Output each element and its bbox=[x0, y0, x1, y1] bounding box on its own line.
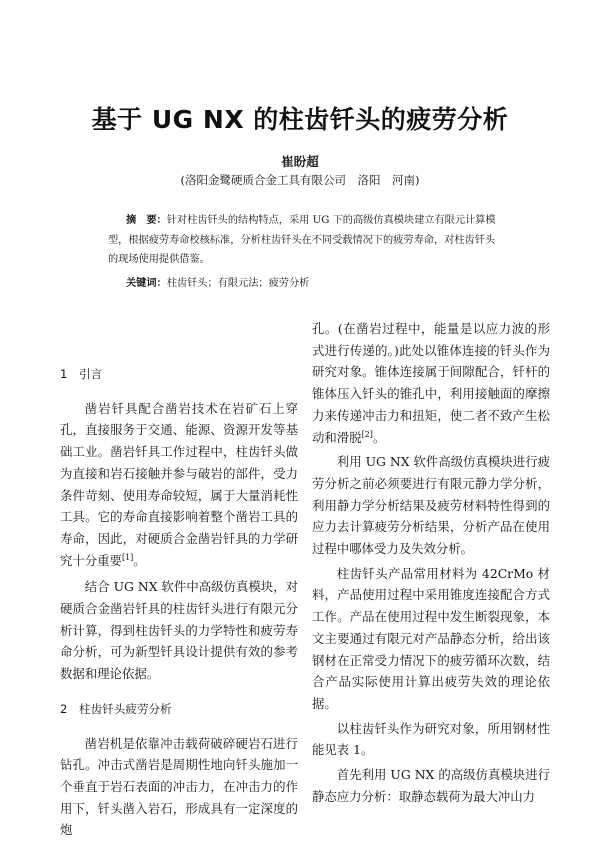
paragraph: 利用 UG NX 软件高级仿真模块进行疲劳分析之前必须要进行有限元静力学分析，利用静力学分析结果及疲劳材料特性得到的应力去计算疲劳分析结果，分析产品在使用过程中哪体受力及失效分析。 bbox=[312, 454, 550, 557]
paragraph-text: 凿岩钎具配合凿岩技术在岩矿石上穿孔，直接服务于交通、能源、资源开发等基础工业。凿岩钎具工作过程中，柱齿钎头做为直接和岩石接触并参与破岩的部件，受力条件苛刻、使用寿命较短，属于大量消耗性工具。它的寿命直接影响着整个凿岩工具的寿命，因此，对硬质合金凿岩钎具的力学研究十分重要 bbox=[60, 400, 298, 568]
paragraph: 以柱齿钎头作为研究对象，所用钢材性能见表 1。 bbox=[312, 720, 550, 758]
paragraph-text: 孔。(在凿岩过程中，能量是以应力波的形式进行传递的。)此处以锥体连接的钎头作为研究对象。锥体连接属于间隙配合，钎杆的锥体压入钎头的锥孔中，利用接触面的摩擦力来传递冲击力和扭矩，使二者不致产生松动和滑脱 bbox=[312, 321, 550, 445]
paragraph bbox=[312, 318, 550, 448]
section-heading-fatigue-analysis: 2 柱齿钎头疲劳分析 bbox=[60, 701, 172, 716]
right-column bbox=[312, 318, 550, 807]
keywords-block bbox=[126, 274, 503, 289]
author-affiliation: (洛阳金鹭硬质合金工具有限公司 洛阳 河南) bbox=[180, 173, 420, 187]
citation-ref: [1] bbox=[121, 552, 134, 562]
abstract-block bbox=[108, 211, 503, 270]
paragraph bbox=[60, 398, 298, 572]
left-column bbox=[60, 364, 298, 841]
keywords-text: 柱齿钎头；有限元法；疲劳分析 bbox=[166, 278, 310, 289]
abstract-label: 摘 要： bbox=[126, 215, 167, 226]
paragraph-end: 。 bbox=[133, 552, 146, 568]
abstract-text: 针对柱齿钎头的结构特点，采用 UG 下的高级仿真模块建立有限元计算模型，根据疲劳寿命校核标准，分析柱齿钎头在不同受载情况下的疲劳寿命，对柱齿钎头的现场使用提供借鉴。 bbox=[108, 215, 496, 265]
paragraph-end: 。 bbox=[372, 429, 386, 445]
author-name: 崔盼超 bbox=[281, 154, 319, 169]
paragraph: 凿岩机是依靠冲击载荷破碎硬岩石进行钻孔。冲击式凿岩是周期性地向钎头施加一个垂直于岩石表面的冲击力，在冲击力的作用下，钎头凿入岩石，形成具有一定深度的炮 bbox=[60, 735, 298, 838]
keywords-label: 关键词： bbox=[126, 278, 167, 289]
paragraph: 结合 UG NX 软件中高级仿真模块，对硬质合金凿岩钎具的柱齿钎头进行有限元分析计算，得到柱齿钎头的力学特性和疲劳寿命分析，可为新型钎具设计提供有效的参考数据和理论依据。 bbox=[60, 579, 298, 682]
paper-title: 基于 UG NX 的柱齿钎头的疲劳分析 bbox=[91, 105, 509, 134]
paragraph: 柱齿钎头产品常用材料为 42CrMo 材料，产品使用过程中采用锥度连接配合方式工作。产品在使用过程中发生断裂现象，本文主要通过有限元对产品静态分析，给出该钢材在正常受力情况下的疲劳循环次数，结合产品实际使用计算出疲劳失效的理论依据。 bbox=[312, 565, 550, 711]
paragraph: 首先利用 UG NX 的高级仿真模块进行静态应力分析：取静态载荷为最大冲山力 bbox=[312, 767, 550, 804]
section-heading-introduction: 1 引言 bbox=[60, 367, 103, 381]
citation-ref: [2] bbox=[361, 429, 373, 439]
